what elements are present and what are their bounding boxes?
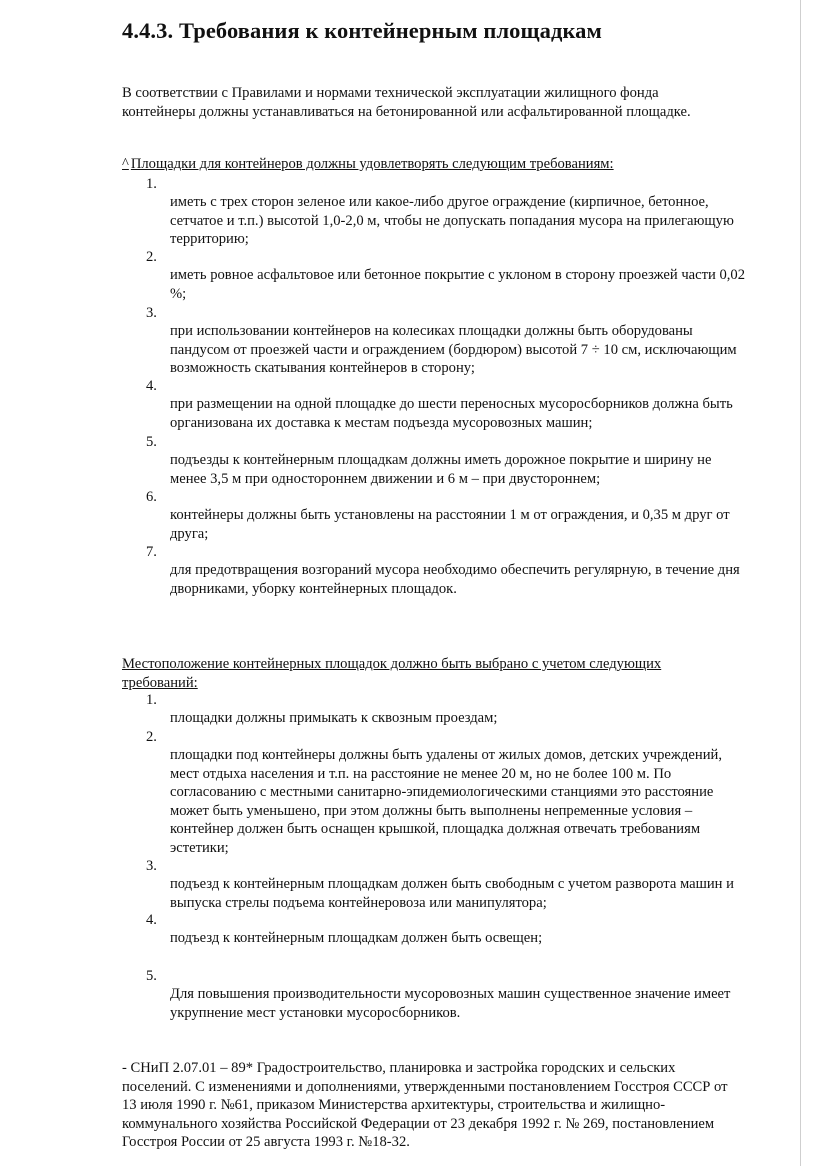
list-item-number: 2.: [146, 729, 157, 745]
list-item-number: 3.: [146, 305, 157, 321]
footnote: - СНиП 2.07.01 – 89* Градостроительство, планировка и застройка городских и сельских поселений. С изменениями и дополнениями, утвержденными постановлением Госстроя СССР от 13 июля 1990 г. №61, приказом Министерства архитектуры, строительства и жилищно-коммунального хозяйства Российской Федерации от 23 декабря 1992 г. № 269, постановлением Госстроя России от 25 августа 1993 г. №18-32.: [122, 1060, 728, 1150]
caret-marker: ^: [122, 156, 129, 172]
list-item-number: 1.: [146, 692, 157, 708]
list-item: площадки под контейнеры должны быть удалены от жилых домов, детских учреждений, мест отдыха населения и т.п. на расстояние не менее 20 м, но не более 100 м. По согласованию с местными санитарно-эпидемиологическими станциями это расстояние может быть уменьшено, при этом должны быть выполнены непременные условия – контейнер должен быть оснащен крышкой, площадка должная отвечать требованиям эстетики;: [170, 747, 722, 856]
section2-heading: Местоположение контейнерных площадок должно быть выбрано с учетом следующих требований:: [122, 656, 662, 691]
list-item-number: 6.: [146, 489, 157, 505]
list-item: при размещении на одной площадке до шести переносных мусоросборников должна быть организована их доставка к местам подъезда мусоровозных машин;: [170, 396, 733, 431]
list-item-number: 5.: [146, 434, 157, 450]
page-title: 4.4.3. Требования к контейнерным площадкам: [122, 18, 602, 43]
list-item: площадки должны примыкать к сквозным проездам;: [170, 710, 498, 726]
list-item: иметь с трех сторон зеленое или какое-либо другое ограждение (кирпичное, бетонное, сетчатое и т.п.) высотой 1,0-2,0 м, чтобы не допускать попадания мусора на прилегающую территорию;: [170, 194, 734, 247]
section1-heading: [122, 155, 614, 174]
list-item-number: 7.: [146, 544, 157, 560]
list-item-number: 4.: [146, 912, 157, 928]
list-item: контейнеры должны быть установлены на расстоянии 1 м от ограждения, и 0,35 м друг от друга;: [170, 507, 730, 542]
list-item-number: 4.: [146, 378, 157, 394]
intro-paragraph: В соответствии с Правилами и нормами технической эксплуатации жилищного фонда контейнеры должны устанавливаться на бетонированной или асфальтированной площадке.: [122, 85, 691, 120]
list-item: подъезд к контейнерным площадкам должен быть освещен;: [170, 930, 543, 946]
list-item: при использовании контейнеров на колесиках площадки должны быть оборудованы пандусом от проезжей части и ограждением (бордюром) высотой 7 ÷ 10 см, исключающим возможность скатывания контейнеров в сторону;: [170, 323, 737, 376]
list-item: иметь ровное асфальтовое или бетонное покрытие с уклоном в сторону проезжей части 0,02 %;: [170, 267, 746, 302]
list-item-number: 1.: [146, 176, 157, 192]
list-item: подъезды к контейнерным площадкам должны иметь дорожное покрытие и ширину не менее 3,5 м при одностороннем движении и 6 м – при двустороннем;: [170, 452, 712, 487]
list-item-number: 5.: [146, 968, 157, 984]
section1-heading-text: Площадки для контейнеров должны удовлетворять следующим требованиям:: [130, 156, 614, 172]
list-item-number: 2.: [146, 249, 157, 265]
list-item: Для повышения производительности мусоровозных машин существенное значение имеет укрупнение мест установки мусоросборников.: [170, 986, 731, 1021]
list-item: подъезд к контейнерным площадкам должен быть свободным с учетом разворота машин и выпуска стрелы подъема контейнеровоза или манипулятора;: [170, 876, 734, 911]
page-edge-divider: [800, 0, 801, 1166]
list-item-number: 3.: [146, 858, 157, 874]
list-item: для предотвращения возгораний мусора необходимо обеспечить регулярную, в течение дня дворниками, уборку контейнерных площадок.: [170, 562, 740, 597]
